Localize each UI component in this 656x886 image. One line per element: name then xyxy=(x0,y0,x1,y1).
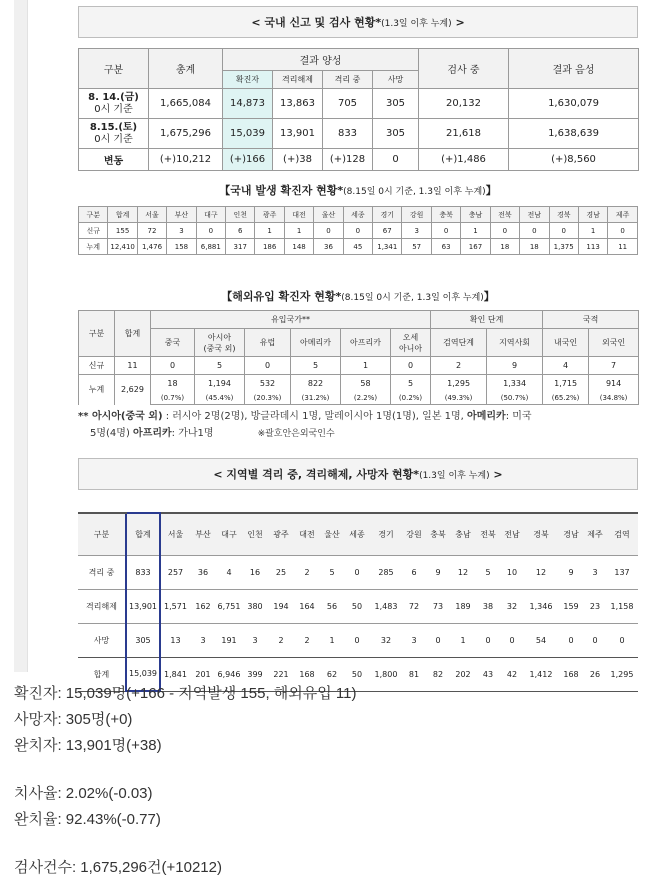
cell: 5 xyxy=(291,357,341,375)
hdr-america: 아메리카 xyxy=(291,329,341,357)
hdr-isolated: 격리 중 xyxy=(323,71,373,89)
footnote-line-2: 5명(4명) 아프리카: 가나1명 ※괄호안은외국인수 xyxy=(90,428,335,439)
cell: 13 xyxy=(160,623,190,657)
cell: 1 xyxy=(255,223,284,239)
col-header: 부산 xyxy=(190,513,216,555)
cell: 0 xyxy=(520,223,549,239)
table-row xyxy=(79,149,639,171)
cell: 13,901 xyxy=(126,589,160,623)
stat-tests: 검사건수: 1,675,296건(+10212) xyxy=(14,859,222,876)
cell: (0.7%) xyxy=(151,393,195,405)
cell: 0 xyxy=(431,223,460,239)
cell: 0 xyxy=(196,223,225,239)
col-header: 광주 xyxy=(255,207,284,223)
cell: 1,800 xyxy=(370,657,402,691)
stat-recovery-rate: 완치율: 92.43%(-0.77) xyxy=(14,811,161,828)
cell: 305 xyxy=(126,623,160,657)
col-header: 대전 xyxy=(294,513,320,555)
col-header: 강원 xyxy=(402,513,426,555)
hdr-positive: 결과 양성 xyxy=(223,49,419,71)
cell: 82 xyxy=(426,657,450,691)
cell: 532 xyxy=(245,375,291,393)
cell: 1 xyxy=(450,623,476,657)
cell: 2 xyxy=(431,357,487,375)
cell: 6,946 xyxy=(216,657,242,691)
cell: (34.8%) xyxy=(589,393,639,405)
col-header: 대구 xyxy=(196,207,225,223)
imported-cases-table xyxy=(78,310,639,405)
cell: (20.3%) xyxy=(245,393,291,405)
domestic-test-panel xyxy=(78,6,638,171)
cell: 0 xyxy=(549,223,578,239)
scanned-report xyxy=(14,0,644,679)
cell: 58 xyxy=(341,375,391,393)
cell: (+)8,560 xyxy=(509,149,639,171)
cell: 5 xyxy=(320,555,344,589)
col-header: 강원 xyxy=(402,207,431,223)
col-header: 경기 xyxy=(373,207,402,223)
cell: 0 xyxy=(500,623,524,657)
col-header: 구분 xyxy=(78,513,126,555)
cell: 1,341 xyxy=(373,239,402,255)
hdr-nationality: 국적 xyxy=(543,311,639,329)
cell: 6 xyxy=(226,223,255,239)
cell: 12 xyxy=(450,555,476,589)
cell: 317 xyxy=(226,239,255,255)
cell: 0 xyxy=(391,357,431,375)
cell: 0 xyxy=(558,623,584,657)
col-header: 세종 xyxy=(343,207,372,223)
stat-deaths: 사망자: 305명(+0) xyxy=(14,711,133,728)
cell: 격리해제 xyxy=(78,589,126,623)
cell: 168 xyxy=(558,657,584,691)
cell: 159 xyxy=(558,589,584,623)
cell: 1,483 xyxy=(370,589,402,623)
cell: 11 xyxy=(115,357,151,375)
cell: 격리 중 xyxy=(78,555,126,589)
col-header: 울산 xyxy=(320,513,344,555)
regional-status-panel xyxy=(78,458,638,692)
cell: 6,881 xyxy=(196,239,225,255)
cell: 191 xyxy=(216,623,242,657)
cell: 2 xyxy=(294,623,320,657)
table-row xyxy=(79,239,638,255)
cell: 137 xyxy=(606,555,638,589)
cell: 11 xyxy=(608,239,638,255)
hdr-negative: 결과 음성 xyxy=(509,49,639,89)
row-label: 8.15.(토) 0시 기준 xyxy=(79,119,149,149)
table3-title: 【해외유입 확진자 현황*(8.15일 0시 기준, 1.3일 이후 누계)】 xyxy=(221,290,495,303)
col-header: 충북 xyxy=(431,207,460,223)
cell: 12 xyxy=(524,555,558,589)
cell: 1,194 xyxy=(195,375,245,393)
cell: 164 xyxy=(294,589,320,623)
col-header: 대구 xyxy=(216,513,242,555)
col-header: 서울 xyxy=(160,513,190,555)
cell: 50 xyxy=(344,589,370,623)
col-header: 경남 xyxy=(558,513,584,555)
cell: 380 xyxy=(242,589,268,623)
cell: (50.7%) xyxy=(487,393,543,405)
cell: 57 xyxy=(402,239,431,255)
cell: 12,410 xyxy=(108,239,137,255)
hdr-asia: 아시아 (중국 외) xyxy=(195,329,245,357)
cell: 168 xyxy=(294,657,320,691)
cell: 15,039 xyxy=(126,657,160,691)
cell: 5 xyxy=(391,375,431,393)
hdr-europe: 유럽 xyxy=(245,329,291,357)
col-header: 충남 xyxy=(461,207,490,223)
table1-title: < 국내 신고 및 검사 현황*(1.3일 이후 누계) > xyxy=(78,6,638,38)
cell: (+)128 xyxy=(323,149,373,171)
cell: 285 xyxy=(370,555,402,589)
col-header: 전남 xyxy=(500,513,524,555)
col-header: 서울 xyxy=(137,207,166,223)
cell: 3 xyxy=(584,555,606,589)
cell: 1,158 xyxy=(606,589,638,623)
table-row xyxy=(79,89,639,119)
hdr-total: 합계 xyxy=(115,311,151,357)
hdr-confirm: 확인 단계 xyxy=(431,311,543,329)
cell: 9 xyxy=(487,357,543,375)
cell: 6,751 xyxy=(216,589,242,623)
cell: 20,132 xyxy=(419,89,509,119)
cell: 1,346 xyxy=(524,589,558,623)
cell: 1,715 xyxy=(543,375,589,393)
cell: 186 xyxy=(255,239,284,255)
cell: 2,629 xyxy=(115,375,151,405)
col-header: 경북 xyxy=(524,513,558,555)
cell: 113 xyxy=(578,239,607,255)
col-header: 대전 xyxy=(284,207,313,223)
left-gutter xyxy=(14,0,28,672)
cell: 36 xyxy=(314,239,343,255)
cell: 2 xyxy=(294,555,320,589)
cell: 0 xyxy=(245,357,291,375)
cell: 1,375 xyxy=(549,239,578,255)
cell: 63 xyxy=(431,239,460,255)
cell: 305 xyxy=(373,89,419,119)
table-row xyxy=(79,375,639,393)
cell: 148 xyxy=(284,239,313,255)
cell: 833 xyxy=(323,119,373,149)
cell: 36 xyxy=(190,555,216,589)
row-label: 8. 14.(금) 0시 기준 xyxy=(79,89,149,119)
hdr-testing: 검사 중 xyxy=(419,49,509,89)
hdr-category: 구분 xyxy=(79,49,149,89)
cell: 1,665,084 xyxy=(149,89,223,119)
col-header: 경남 xyxy=(578,207,607,223)
cell: (+)166 xyxy=(223,149,273,171)
header-row xyxy=(78,513,638,555)
cell: 1 xyxy=(341,357,391,375)
header-row xyxy=(79,207,638,223)
cell: 0 xyxy=(584,623,606,657)
col-header: 충북 xyxy=(426,513,450,555)
cell: 43 xyxy=(476,657,500,691)
domestic-cases-table xyxy=(78,206,638,255)
cell: 3 xyxy=(402,623,426,657)
cell: 3 xyxy=(242,623,268,657)
cell: 신규 xyxy=(79,357,115,375)
col-header: 인천 xyxy=(242,513,268,555)
stat-confirmed: 확진자: 15,039명(+166 - 지역발생 155, 해외유입 11) xyxy=(14,685,357,702)
cell: 9 xyxy=(558,555,584,589)
cell: (31.2%) xyxy=(291,393,341,405)
cell: 0 xyxy=(314,223,343,239)
cell: 1,295 xyxy=(606,657,638,691)
cell: 합계 xyxy=(78,657,126,691)
stat-fatality-rate: 치사율: 2.02%(-0.03) xyxy=(14,785,153,802)
cell: 399 xyxy=(242,657,268,691)
table-row xyxy=(79,223,638,239)
hdr-community: 지역사회 xyxy=(487,329,543,357)
cell: 0 xyxy=(151,357,195,375)
cell: 73 xyxy=(426,589,450,623)
table2-title: 【국내 발생 확진자 현황*(8.15일 0시 기준, 1.3일 이후 누계)】 xyxy=(219,184,497,197)
col-header: 울산 xyxy=(314,207,343,223)
table-row xyxy=(78,555,638,589)
col-header: 전남 xyxy=(520,207,549,223)
cell: 202 xyxy=(450,657,476,691)
cell: 1 xyxy=(578,223,607,239)
cell: 305 xyxy=(373,119,419,149)
cell: (+)38 xyxy=(273,149,323,171)
cell: 16 xyxy=(242,555,268,589)
cell: 194 xyxy=(268,589,294,623)
hdr-africa: 아프리카 xyxy=(341,329,391,357)
cell: 1,334 xyxy=(487,375,543,393)
cell: 833 xyxy=(126,555,160,589)
cell: 56 xyxy=(320,589,344,623)
cell: 189 xyxy=(450,589,476,623)
cell: 3 xyxy=(190,623,216,657)
col-header: 인천 xyxy=(226,207,255,223)
table-row xyxy=(79,393,639,405)
cell: 1,571 xyxy=(160,589,190,623)
hdr-china: 중국 xyxy=(151,329,195,357)
hdr-deaths: 사망 xyxy=(373,71,419,89)
cell: 18 xyxy=(520,239,549,255)
cell: 38 xyxy=(476,589,500,623)
cell: (2.2%) xyxy=(341,393,391,405)
cell: 0 xyxy=(608,223,638,239)
cell: 10 xyxy=(500,555,524,589)
cell: 167 xyxy=(461,239,490,255)
cell: 신규 xyxy=(79,223,108,239)
col-header: 합계 xyxy=(108,207,137,223)
footnote xyxy=(78,408,648,443)
cell: 6 xyxy=(402,555,426,589)
cell: 18 xyxy=(490,239,519,255)
col-header: 합계 xyxy=(126,513,160,555)
cell: 1 xyxy=(284,223,313,239)
cell: 155 xyxy=(108,223,137,239)
cell: 25 xyxy=(268,555,294,589)
table-row xyxy=(78,623,638,657)
cell: 32 xyxy=(370,623,402,657)
cell: 62 xyxy=(320,657,344,691)
cell: 822 xyxy=(291,375,341,393)
cell: 3 xyxy=(167,223,196,239)
cell: 201 xyxy=(190,657,216,691)
cell: 0 xyxy=(606,623,638,657)
cell: 0 xyxy=(426,623,450,657)
regional-status-table xyxy=(78,512,638,692)
cell: 13,901 xyxy=(273,119,323,149)
cell: (+)10,212 xyxy=(149,149,223,171)
hdr-category: 구분 xyxy=(79,311,115,357)
col-header: 경기 xyxy=(370,513,402,555)
col-header: 충남 xyxy=(450,513,476,555)
table-row xyxy=(79,119,639,149)
cell: 705 xyxy=(323,89,373,119)
cell: 5 xyxy=(476,555,500,589)
domestic-test-table xyxy=(78,48,639,171)
row-label: 변동 xyxy=(79,149,149,171)
cell: 72 xyxy=(137,223,166,239)
cell: 23 xyxy=(584,589,606,623)
cell: 1 xyxy=(461,223,490,239)
cell: 1,630,079 xyxy=(509,89,639,119)
cell: 257 xyxy=(160,555,190,589)
cell: 81 xyxy=(402,657,426,691)
col-header: 제주 xyxy=(584,513,606,555)
hdr-inflow: 유입국가** xyxy=(151,311,431,329)
col-header: 광주 xyxy=(268,513,294,555)
cell: 0 xyxy=(344,623,370,657)
cell: 18 xyxy=(151,375,195,393)
cell: 9 xyxy=(426,555,450,589)
cell: (45.4%) xyxy=(195,393,245,405)
hdr-released: 격리해제 xyxy=(273,71,323,89)
hdr-confirmed: 확진자 xyxy=(223,71,273,89)
cell: 72 xyxy=(402,589,426,623)
col-header: 세종 xyxy=(344,513,370,555)
table-row xyxy=(79,357,639,375)
hdr-korean: 내국인 xyxy=(543,329,589,357)
col-header: 부산 xyxy=(167,207,196,223)
cell: 누계 xyxy=(79,375,115,405)
cell: 누계 xyxy=(79,239,108,255)
cell: 13,863 xyxy=(273,89,323,119)
stat-recovered: 완치자: 13,901명(+38) xyxy=(14,737,162,754)
cell: 1,412 xyxy=(524,657,558,691)
col-header: 전북 xyxy=(476,513,500,555)
cell: 7 xyxy=(589,357,639,375)
cell: 67 xyxy=(373,223,402,239)
cell: 221 xyxy=(268,657,294,691)
cell: 1,295 xyxy=(431,375,487,393)
cell: 21,618 xyxy=(419,119,509,149)
hdr-quarantine: 검역단계 xyxy=(431,329,487,357)
col-header: 경북 xyxy=(549,207,578,223)
hdr-oceania: 오세 아니아 xyxy=(391,329,431,357)
hdr-foreign: 외국인 xyxy=(589,329,639,357)
footnote-line-1: ** 아시아(중국 외) : 러시아 2명(2명), 방글라데시 1명, 말레이시아 1명(1명), 일본 1명, 아메리카: 미국 xyxy=(78,411,532,422)
cell: 2 xyxy=(268,623,294,657)
cell: 4 xyxy=(543,357,589,375)
col-header: 제주 xyxy=(608,207,638,223)
hdr-total: 총계 xyxy=(149,49,223,89)
cell: 32 xyxy=(500,589,524,623)
table4-title: < 지역별 격리 중, 격리해제, 사망자 현황*(1.3일 이후 누계) > xyxy=(78,458,638,490)
cell: 0 xyxy=(373,149,419,171)
col-header: 구분 xyxy=(79,207,108,223)
cell: 914 xyxy=(589,375,639,393)
cell: 162 xyxy=(190,589,216,623)
imported-cases-panel xyxy=(78,288,638,405)
col-header: 전북 xyxy=(490,207,519,223)
cell: 158 xyxy=(167,239,196,255)
cell: 54 xyxy=(524,623,558,657)
cell: 0 xyxy=(476,623,500,657)
cell: 15,039 xyxy=(223,119,273,149)
cell: 14,873 xyxy=(223,89,273,119)
cell: 50 xyxy=(344,657,370,691)
cell: 1,841 xyxy=(160,657,190,691)
cell: 1,476 xyxy=(137,239,166,255)
cell: (49.3%) xyxy=(431,393,487,405)
cell: 1 xyxy=(320,623,344,657)
cell: 45 xyxy=(343,239,372,255)
cell: 26 xyxy=(584,657,606,691)
cell: 1,675,296 xyxy=(149,119,223,149)
cell: (+)1,486 xyxy=(419,149,509,171)
cell: 0 xyxy=(343,223,372,239)
cell: 5 xyxy=(195,357,245,375)
cell: 0 xyxy=(344,555,370,589)
cell: 사망 xyxy=(78,623,126,657)
col-header: 검역 xyxy=(606,513,638,555)
table-row xyxy=(78,589,638,623)
cell: 0 xyxy=(490,223,519,239)
cell: (0.2%) xyxy=(391,393,431,405)
cell: (65.2%) xyxy=(543,393,589,405)
cell: 3 xyxy=(402,223,431,239)
cell: 1,638,639 xyxy=(509,119,639,149)
domestic-cases-panel xyxy=(78,182,638,255)
cell: 42 xyxy=(500,657,524,691)
cell: 4 xyxy=(216,555,242,589)
